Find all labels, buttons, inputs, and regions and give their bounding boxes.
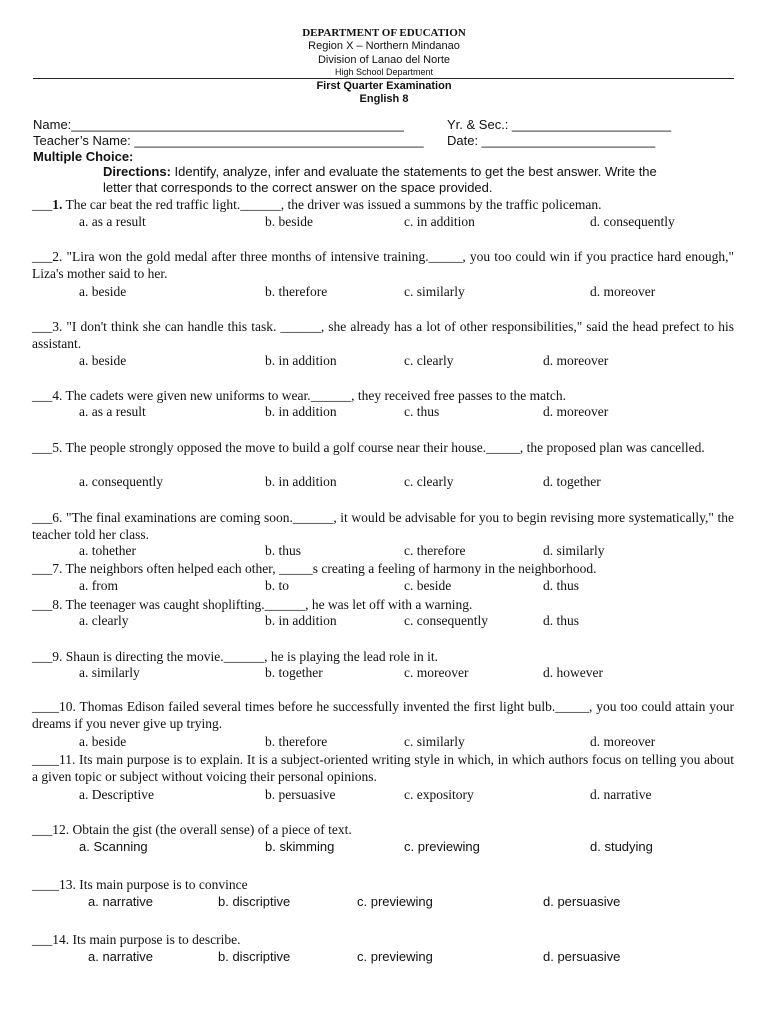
option-c: c. beside	[404, 578, 452, 593]
yr-sec-field[interactable]: Yr. & Sec.: ______________________	[447, 117, 672, 132]
option-c: c. previewing	[357, 949, 433, 964]
option-a: a. consequently	[79, 474, 163, 489]
option-b: b. persuasive	[265, 787, 336, 802]
answer-blank[interactable]: ____	[32, 752, 59, 767]
option-c: c. similarly	[404, 734, 465, 749]
option-d: d. consequently	[590, 214, 675, 229]
answer-blank[interactable]: ___	[32, 319, 53, 334]
option-b: b. in addition	[265, 613, 337, 628]
question-text: 2. "Lira won the gold medal after three months of intensive training._____, you too could win if you practice hard enough," Liza's mother said to her.	[32, 249, 734, 281]
option-a: a. beside	[79, 284, 127, 299]
directions-line-2: letter that corresponds to the correct answer on the space provided.	[103, 180, 493, 195]
header-divider	[33, 78, 734, 79]
question-text: 4. The cadets were given new uniforms to wear.______, they received free passes to the match.	[52, 388, 566, 403]
option-b: b. in addition	[265, 353, 337, 368]
option-a: a. tohether	[79, 543, 136, 558]
directions-label: Directions:	[103, 164, 171, 179]
option-b: b. skimming	[265, 839, 335, 854]
option-c: c. similarly	[404, 284, 465, 299]
option-a: a. similarly	[79, 665, 140, 680]
question-4	[32, 387, 734, 404]
answer-blank[interactable]: ___	[32, 249, 53, 264]
teacher-name-field[interactable]: Teacher’s Name: ________________________________________	[33, 133, 424, 148]
question-9	[32, 648, 734, 665]
department-title: DEPARTMENT OF EDUCATION	[302, 27, 466, 39]
option-d: d. moreover	[543, 404, 609, 419]
option-c: c. previewing	[357, 894, 433, 909]
option-b: b. beside	[265, 214, 313, 229]
answer-blank[interactable]: ____	[32, 699, 59, 714]
question-text: 12. Obtain the gist (the overall sense) of a piece of text.	[52, 822, 352, 837]
question-text: 8. The teenager was caught shoplifting.______, he was let off with a warning.	[52, 597, 473, 612]
option-d: d. moreover	[590, 734, 656, 749]
region: Region X – Northern Mindanao	[308, 40, 460, 52]
option-a: a. beside	[79, 353, 127, 368]
answer-blank[interactable]: ___	[32, 440, 53, 455]
question-14	[32, 931, 734, 948]
question-text: 5. The people strongly opposed the move to build a golf course near their house._____, the proposed plan was cancelled.	[52, 440, 705, 455]
answer-blank[interactable]: ___	[32, 510, 53, 525]
question-6	[32, 509, 734, 543]
option-d: d. however	[543, 665, 603, 680]
option-b: b. to	[265, 578, 290, 593]
question-text: 10. Thomas Edison failed several times before he successfully invented the first light bulb._____, you too could attain your dreams if you never give up trying.	[32, 699, 734, 731]
option-d: d. persuasive	[543, 949, 621, 964]
option-d: d. persuasive	[543, 894, 621, 909]
answer-blank[interactable]: ___	[32, 932, 53, 947]
option-c: c. previewing	[404, 839, 480, 854]
question-text: 13. Its main purpose is to convince	[59, 877, 248, 892]
question-text: 9. Shaun is directing the movie.______, he is playing the lead role in it.	[52, 649, 439, 664]
option-b: b. in addition	[265, 474, 337, 489]
question-3	[32, 318, 734, 352]
question-text: 3. "I don't think she can handle this task. ______, she already has a lot of other responsibilities," said the head prefect to his assistant.	[32, 319, 734, 351]
option-d: d. thus	[543, 578, 580, 593]
option-d: d. moreover	[590, 284, 656, 299]
option-a: a. beside	[79, 734, 127, 749]
question-8	[32, 596, 734, 613]
option-d: d. studying	[590, 839, 653, 854]
answer-blank[interactable]: ___	[32, 197, 53, 212]
question-text: The car beat the red traffic light.______, the driver was issued a summons by the traffic policeman.	[62, 197, 602, 212]
question-text: 11. Its main purpose is to explain. It is a subject-oriented writing style in which, in which authors focus on telling you about a given topic or subject without voicing their personal opinions.	[32, 752, 734, 784]
question-7	[32, 560, 734, 577]
answer-blank[interactable]: ___	[32, 388, 53, 403]
option-c: c. moreover	[404, 665, 469, 680]
answer-blank[interactable]: ___	[32, 649, 53, 664]
answer-blank[interactable]: ___	[32, 822, 53, 837]
option-a: a. narrative	[88, 894, 154, 909]
option-c: c. therefore	[404, 543, 466, 558]
option-a: a. Scanning	[79, 839, 148, 854]
option-b: b. together	[265, 665, 323, 680]
option-d: d. thus	[543, 613, 580, 628]
option-a: a. as a result	[79, 214, 146, 229]
option-d: d. similarly	[543, 543, 605, 558]
school-department: High School Department	[334, 67, 434, 77]
name-field[interactable]: Name:______________________________________________	[33, 117, 404, 132]
question-text: 7. The neighbors often helped each other, _____s creating a feeling of harmony in the neighborhood.	[52, 561, 597, 576]
question-number: 1.	[52, 197, 63, 212]
option-a: a. Descriptive	[79, 787, 154, 802]
date-field[interactable]: Date: ________________________	[447, 133, 656, 148]
option-a: a. as a result	[79, 404, 146, 419]
option-b: b. therefore	[265, 284, 328, 299]
directions-line-1	[103, 164, 657, 179]
option-b: b. discriptive	[218, 949, 291, 964]
question-12	[32, 821, 734, 838]
question-1	[32, 196, 734, 213]
option-a: a. narrative	[88, 949, 154, 964]
question-2	[32, 248, 734, 282]
section-title: Multiple Choice:	[33, 149, 134, 164]
option-d: d. together	[543, 474, 601, 489]
option-c: c. clearly	[404, 474, 454, 489]
question-10	[32, 698, 734, 732]
option-a: a. from	[79, 578, 118, 593]
exam-title: First Quarter Examination	[316, 80, 452, 92]
subject-title: English 8	[359, 93, 409, 105]
option-b: b. discriptive	[218, 894, 291, 909]
question-11	[32, 751, 734, 785]
question-13	[32, 876, 734, 893]
option-d: d. narrative	[590, 787, 652, 802]
option-d: d. moreover	[543, 353, 609, 368]
option-b: b. thus	[265, 543, 302, 558]
directions-text-1: Identify, analyze, infer and evaluate the statements to get the best answer. Write the	[170, 164, 657, 179]
option-c: c. expository	[404, 787, 474, 802]
question-5	[32, 439, 734, 456]
answer-blank[interactable]: ___	[32, 597, 53, 612]
question-text: 14. Its main purpose is to describe.	[52, 932, 241, 947]
division: Division of Lanao del Norte	[317, 54, 451, 66]
question-text: 6. "The final examinations are coming soon.______, it would be advisable for you to begin revising more systematically," the teacher told her class.	[32, 510, 734, 542]
option-a: a. clearly	[79, 613, 129, 628]
option-c: c. clearly	[404, 353, 454, 368]
answer-blank[interactable]: ____	[32, 877, 59, 892]
option-c: c. consequently	[404, 613, 488, 628]
option-b: b. therefore	[265, 734, 328, 749]
option-c: c. in addition	[404, 214, 475, 229]
option-c: c. thus	[404, 404, 440, 419]
answer-blank[interactable]: ___	[32, 561, 53, 576]
option-b: b. in addition	[265, 404, 337, 419]
